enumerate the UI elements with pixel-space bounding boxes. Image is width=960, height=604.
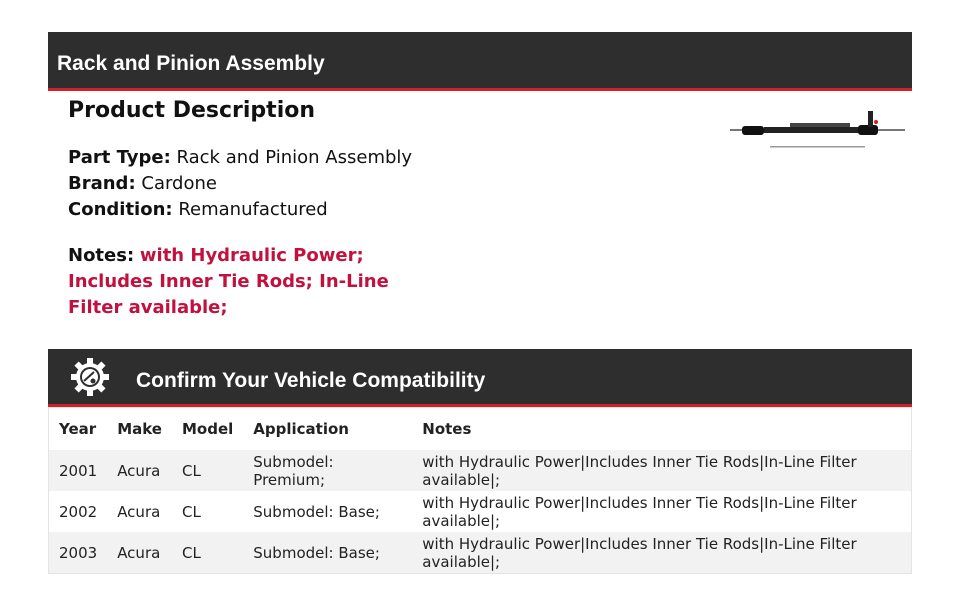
cell-notes: with Hydraulic Power|Includes Inner Tie Rods|In-Line Filter available|; — [422, 534, 857, 571]
cell-notes: with Hydraulic Power|Includes Inner Tie Rods|In-Line Filter available|; — [422, 452, 857, 489]
brand-row — [68, 171, 448, 197]
table-row — [49, 532, 912, 574]
column-header: Notes — [422, 420, 472, 438]
cell-model: CL — [181, 502, 201, 521]
cell-notes: with Hydraulic Power|Includes Inner Tie Rods|In-Line Filter available|; — [422, 493, 857, 530]
cell-year: 2003 — [59, 543, 98, 562]
cell-application: Submodel: Premium; — [253, 452, 334, 489]
field-value: Rack and Pinion Assembly — [176, 147, 413, 168]
cell-application: Submodel: Base; — [253, 543, 380, 562]
field-label: Part Type: — [68, 147, 171, 168]
notes-value: with Hydraulic Power; Includes Inner Tie Rods; In-Line Filter available; — [68, 245, 389, 318]
field-value: Cardone — [141, 173, 217, 194]
column-header: Make — [117, 420, 162, 438]
field-label: Condition: — [68, 199, 173, 220]
table-row — [49, 491, 912, 532]
description-heading: Product Description — [68, 98, 316, 123]
column-header: Application — [253, 420, 349, 438]
section-header-product — [48, 32, 912, 91]
cell-make: Acura — [117, 461, 161, 480]
column-header: Model — [181, 420, 234, 438]
notes-row — [68, 243, 448, 321]
gear-icon — [70, 357, 110, 397]
section-title: Confirm Your Vehicle Compatibility — [136, 369, 486, 392]
section-title: Rack and Pinion Assembly — [57, 52, 325, 75]
table-row — [49, 450, 912, 491]
compatibility-table — [48, 407, 912, 574]
cell-application: Submodel: Base; — [253, 502, 380, 521]
product-image — [730, 103, 905, 153]
cell-year: 2001 — [59, 461, 98, 480]
table-header-row — [49, 408, 912, 451]
cell-make: Acura — [117, 502, 161, 521]
product-description — [68, 98, 448, 321]
cell-model: CL — [181, 461, 201, 480]
cell-model: CL — [181, 543, 201, 562]
condition-row — [68, 197, 448, 223]
cell-make: Acura — [117, 543, 161, 562]
notes-label: Notes: — [68, 245, 135, 266]
part-type-row — [68, 145, 448, 171]
column-header: Year — [59, 420, 97, 438]
field-value: Remanufactured — [178, 199, 328, 220]
section-header-compatibility — [48, 349, 912, 407]
field-label: Brand: — [68, 173, 136, 194]
cell-year: 2002 — [59, 502, 98, 521]
